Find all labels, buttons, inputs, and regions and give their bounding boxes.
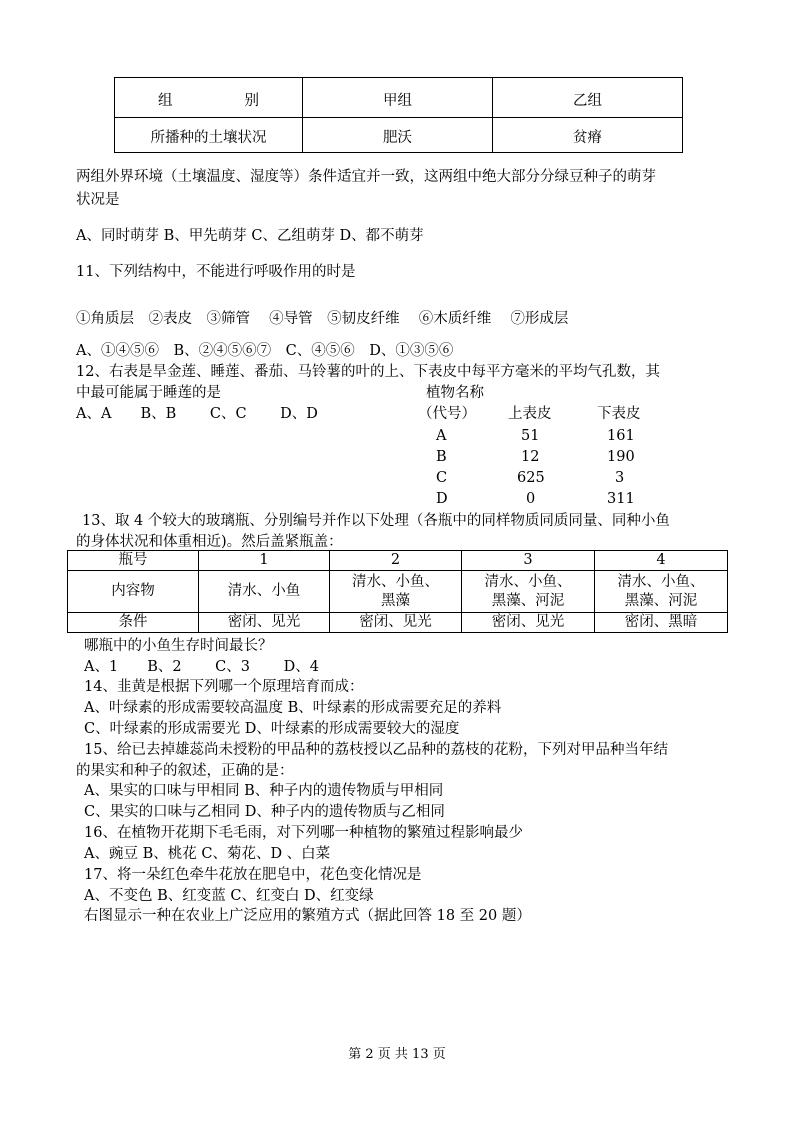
q15-option-cd: C、果实的口味与乙相同 D、种子内的遗传物质与乙相同 [84,804,445,820]
stomata-header-code: （代号） [418,406,476,422]
fish-bottle-table [67,550,728,633]
q11-items: ①角质层 ②表皮 ③筛管 ④导管 ⑤韧皮纤维 ⑥木质纤维 ⑦形成层 [76,311,569,327]
bottle-table-header-4: 4 [595,551,728,571]
bottle-table-header-2: 2 [330,551,462,571]
bottle-table-header-3: 3 [462,551,595,571]
stomata-row-upper: 0 [526,491,536,507]
bottle-4-contents-line2: 黑藻、河泥 [624,592,698,609]
bottle-3-contents [462,571,595,613]
soil-table [114,77,683,153]
soil-table-jia-value: 肥沃 [303,118,493,153]
stomata-row-code: B [436,449,447,465]
q15-stem-line2: 的果实和种子的叙述，正确的是： [76,763,294,779]
bottle-1-condition: 密闭、见光 [199,613,330,633]
q12-stem-line1: 12、右表是旱金莲、睡莲、番茄、马铃薯的叶的上、下表皮中每平方毫米的平均气孔数，其 [76,364,660,380]
bottle-1-contents [199,571,330,613]
stomata-row-code: A [436,428,447,444]
q13-options: A、1 B、2 C、3 D、4 [84,659,319,675]
bottle-2-contents [330,571,462,613]
q16-options: A、豌豆 B、桃花 C、菊花、D 、白菜 [84,846,331,862]
bottle-table-header-label: 瓶号 [68,551,199,571]
stomata-row-lower: 190 [607,449,635,465]
bottle-2-contents-line1: 清水、小鱼、 [352,573,439,590]
q12-options: A、A B、B C、C D、D [76,406,318,422]
q10-stem-line2: 状况是 [76,192,120,208]
q14-stem: 14、韭黄是根据下列哪一个原理培育而成： [84,679,364,695]
soil-table-row-label: 所播种的土壤状况 [115,118,303,153]
bottle-3-condition: 密闭、见光 [462,613,595,633]
bottle-4-contents [595,571,728,613]
q10-options: A、同时萌芽 B、甲先萌芽 C、乙组萌芽 D、都不萌芽 [76,228,424,244]
stomata-header-lower: 下表皮 [597,406,641,422]
q14-option-ab: A、叶绿素的形成需要较高温度 B、叶绿素的形成需要充足的养料 [84,700,502,716]
bottle-table-condition-label: 条件 [68,613,199,633]
bottle-3-contents-line2: 黑藻、河泥 [491,592,565,609]
soil-table-yi-value: 贫瘠 [493,118,683,153]
stomata-table-title: 植物名称 [426,385,484,401]
header-group-char2: 别 [244,93,259,109]
stomata-row-lower: 161 [607,428,635,444]
stomata-row-lower: 3 [615,470,625,486]
bottle-2-contents-line2: 黑藻 [381,592,410,609]
soil-table-header-group [115,78,303,118]
q17-options: A、不变色 B、红变蓝 C、红变白 D、红变绿 [84,888,374,904]
q15-option-ab: A、果实的口味与甲相同 B、种子内的遗传物质与甲相同 [84,783,444,799]
q11-stem: 11、下列结构中，不能进行呼吸作用的时是 [76,264,356,280]
q13-question: 哪瓶中的小鱼生存时间最长？ [84,638,273,654]
bottle-table-header-1: 1 [199,551,330,571]
q16-stem: 16、在植物开花期下毛毛雨，对下列哪一种植物的繁殖过程影响最少 [84,825,523,841]
q13-stem-line1: 13、取 4 个较大的玻璃瓶、分别编号并作以下处理（各瓶中的同样物质同质同量、同种小鱼 [82,513,670,529]
bottle-table-contents-label: 内容物 [68,571,199,613]
bottle-2-condition: 密闭、见光 [330,613,462,633]
bottle-4-contents-line1: 清水、小鱼、 [617,573,705,590]
header-group-char1: 组 [158,93,173,109]
soil-table-header-jia: 甲组 [303,78,493,118]
stomata-row-upper: 51 [521,428,540,444]
q14-option-cd: C、叶绿素的形成需要光 D、叶绿素的形成需要较大的湿度 [84,721,460,737]
q10-stem-line1: 两组外界环境（土壤温度、湿度等）条件适宜并一致，这两组中绝大部分分绿豆种子的萌芽 [76,169,656,185]
q11-options: A、①④⑤⑥ B、②④⑤⑥⑦ C、④⑤⑥ D、①③⑤⑥ [76,343,454,359]
stomata-row-upper: 12 [521,449,540,465]
bottle-4-condition: 密闭、黑暗 [595,613,728,633]
q13-stem-line2: 的身体状况和体重相近)。然后盖紧瓶盖： [76,534,343,550]
page-footer: 第 2 页 共 13 页 [348,1047,446,1062]
figure-note: 右图显示一种在农业上广泛应用的繁殖方式（据此回答 18 至 20 题） [84,908,531,924]
q15-stem-line1: 15、给已去掉雄蕊尚未授粉的甲品种的荔枝授以乙品种的荔枝的花粉，下列对甲品种当年结 [84,742,668,758]
stomata-row-code: C [436,470,448,486]
stomata-row-upper: 625 [517,470,545,486]
q17-stem: 17、将一朵红色牵牛花放在肥皂中，花色变化情况是 [84,867,422,883]
bottle-3-contents-line1: 清水、小鱼、 [484,573,572,590]
q12-stem-line2: 中最可能属于睡莲的是 [76,385,221,401]
stomata-row-lower: 311 [607,491,635,507]
soil-table-header-yi: 乙组 [493,78,683,118]
stomata-header-upper: 上表皮 [508,406,552,422]
stomata-row-code: D [436,491,448,507]
bottle-1-contents-line1: 清水、小鱼 [227,583,301,599]
